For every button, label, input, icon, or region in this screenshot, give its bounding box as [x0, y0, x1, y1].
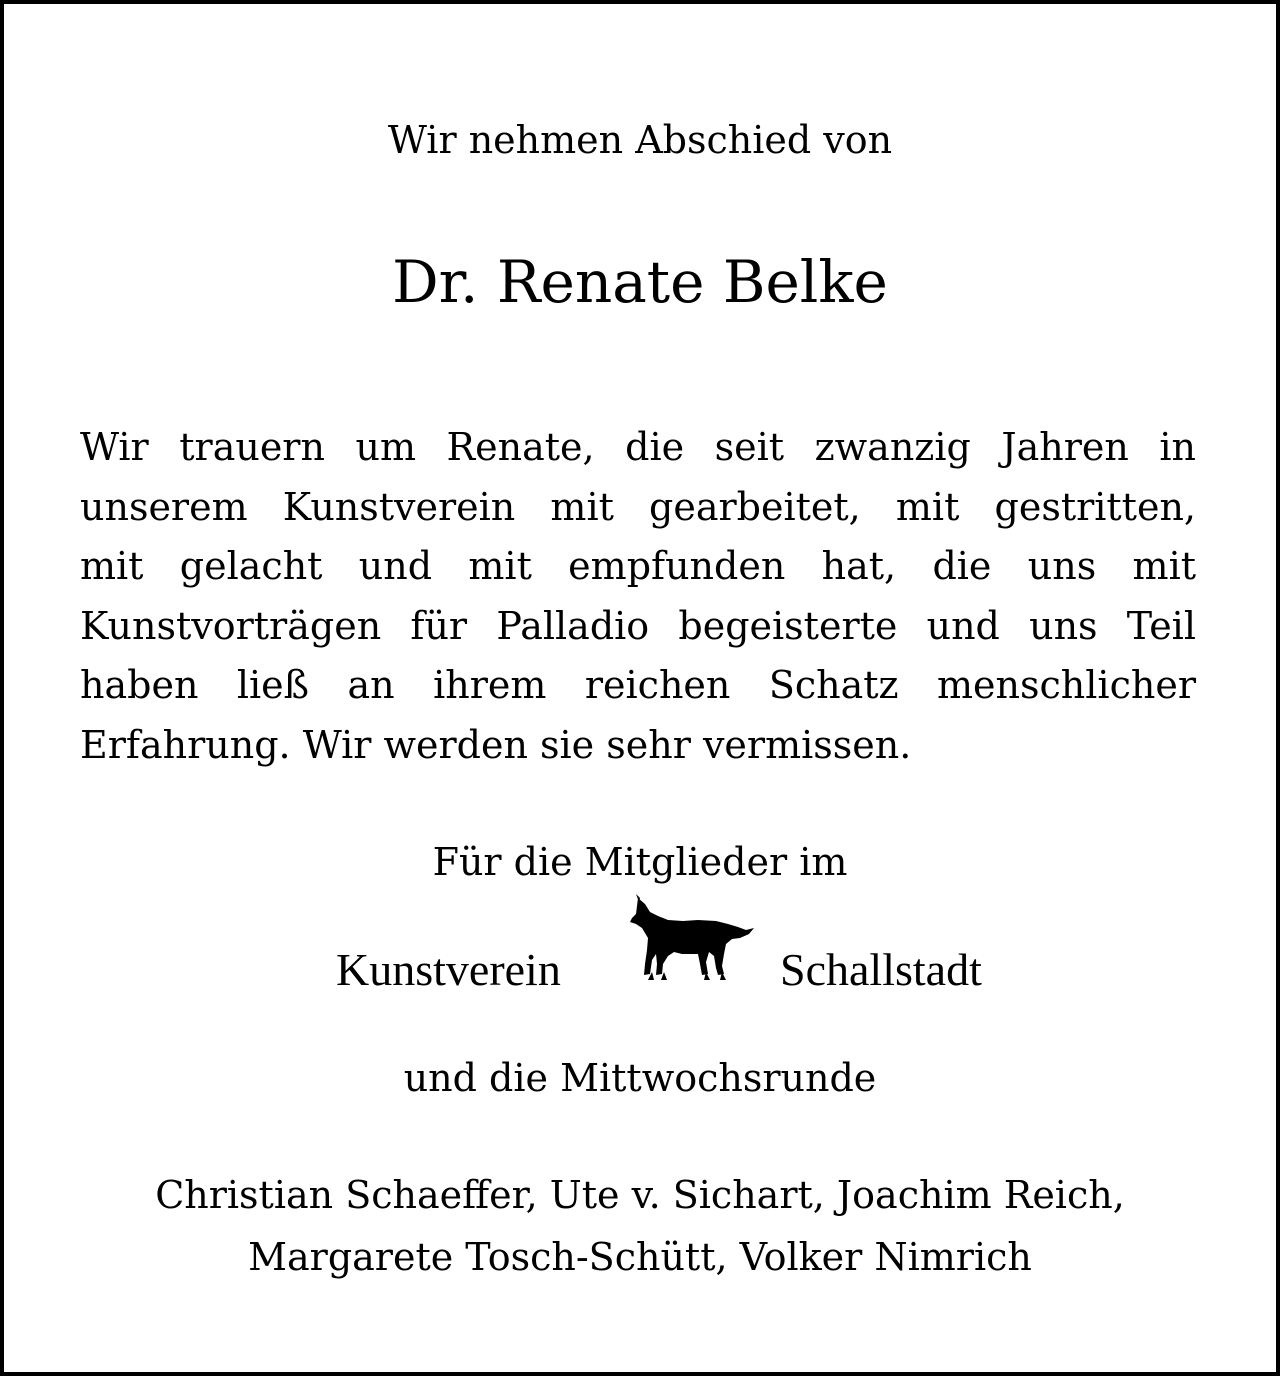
tribute-line: Kunstvorträgen für Palladio begeisterte und uns Teil	[80, 603, 1196, 648]
signers-line: Christian Schaeffer, Ute v. Sichart, Joachim Reich,	[155, 1173, 1125, 1217]
intro-line: Wir nehmen Abschied von	[387, 118, 893, 162]
tribute-line: Wir trauern um Renate, die seit zwanzig Jahren in	[80, 425, 1196, 469]
deceased-name: Dr. Renate Belke	[392, 248, 888, 316]
tribute-line: Erfahrung. Wir werden sie sehr vermissen.	[80, 722, 912, 767]
signers-line: Margarete Tosch-Schütt, Volker Nimrich	[248, 1235, 1032, 1279]
tribute-line: mit gelacht und mit empfunden hat, die uns mit	[80, 544, 1196, 589]
tribute-line: haben ließ an ihrem reichen Schatz menschlicher	[80, 663, 1196, 708]
club-name-left: Kunstverein	[336, 944, 561, 995]
members-intro-line: Für die Mitglieder im	[432, 840, 848, 884]
tribute-paragraph	[80, 418, 1196, 776]
tribute-line: unserem Kunstverein mit gearbeitet, mit gestritten,	[80, 484, 1196, 529]
circle-line: und die Mittwochsrunde	[403, 1056, 877, 1100]
club-name-right: Schallstadt	[780, 944, 982, 995]
fox-icon	[628, 894, 758, 984]
signers-block	[4, 1164, 1276, 1288]
